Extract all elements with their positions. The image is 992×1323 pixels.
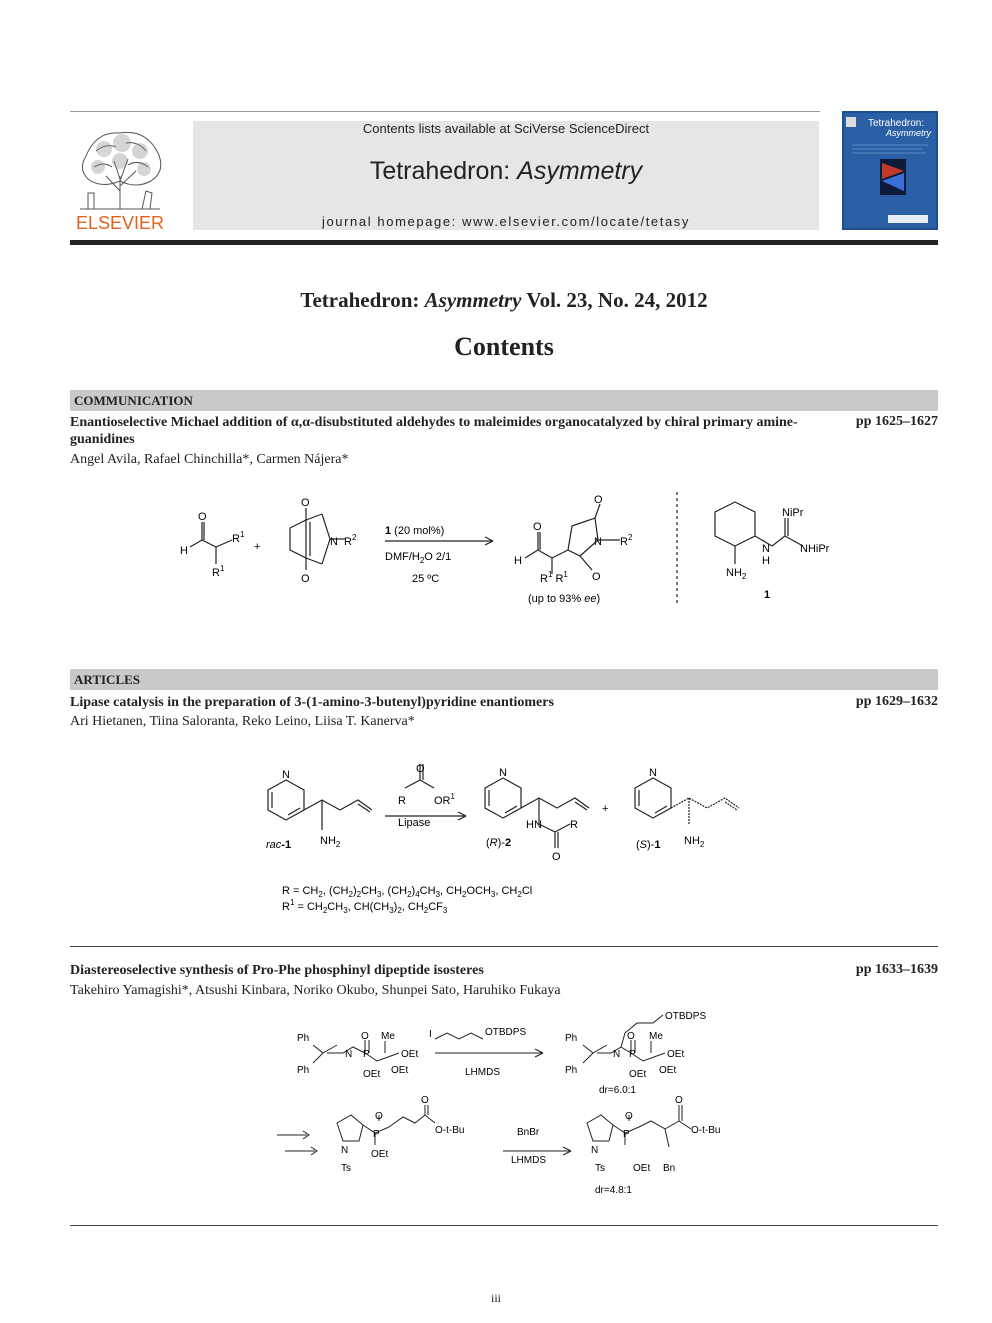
svg-text:OEt: OEt [371, 1149, 389, 1160]
svg-text:dr=6.0:1: dr=6.0:1 [599, 1085, 636, 1096]
article-authors: Takehiro Yamagishi*, Atsushi Kinbara, Noriko Okubo, Shunpei Sato, Haruhiko Fukaya [70, 983, 561, 998]
svg-text:DMF/H2O 2/1: DMF/$H_2O$ 2/1 [385, 551, 452, 565]
svg-text:N: N [341, 1145, 349, 1156]
svg-text:N: N [762, 543, 770, 555]
svg-text:R1 = CH2CH3, CH(CH3)2, CH2CF3: $R^1 = CH_2CH_3$, $CH(CH_3)_2$, $CH_2CF_3$ [282, 898, 448, 915]
graphical-abstract-scheme-2 [250, 760, 770, 918]
svg-text:R = CH2, (CH2)2CH3, (CH2)4CH3,: $R = CH_2$, $(CH_2)_2CH_3$, $(CH_2)_4CH_3$, $CH_2OCH_3$, $CH_2Cl$ [282, 885, 533, 899]
svg-text:OEt: OEt [391, 1065, 409, 1076]
svg-text:N: N [282, 769, 290, 781]
svg-text:1 (20 mol%): 1 (20 mol%) [385, 525, 445, 537]
svg-text:O: O [594, 494, 603, 506]
graphical-abstract-scheme-3 [275, 1005, 745, 1200]
article-authors: Ari Hietanen, Tiina Saloranta, Reko Leino, Liisa T. Kanerva* [70, 714, 415, 729]
svg-text:N: N [330, 536, 338, 548]
svg-text:R1 R1: $R^1$ $R^1$ [540, 570, 568, 585]
svg-text:Ts: Ts [595, 1163, 605, 1174]
svg-text:O: O [416, 763, 425, 775]
svg-text:I: I [429, 1029, 432, 1040]
svg-text:R2: $R^2$ [344, 533, 357, 548]
journal-name: Tetrahedron: Asymmetry [369, 157, 643, 185]
svg-text:P: P [623, 1129, 630, 1140]
reaction-scheme-3 [275, 1005, 745, 1200]
svg-text:R: R [570, 819, 578, 831]
svg-text:H: H [762, 555, 770, 567]
svg-text:Ph: Ph [297, 1065, 310, 1076]
top-rule [70, 111, 820, 112]
svg-text:N: N [345, 1049, 353, 1060]
publisher-wordmark: ELSEVIER [75, 213, 165, 233]
cover-title: Tetrahedron: [868, 118, 925, 129]
svg-text:N: N [594, 536, 602, 548]
article-pages: pp 1633–1639 [855, 962, 938, 977]
svg-text:1: 1 [764, 589, 771, 601]
issue-title: Tetrahedron: Asymmetry Vol. 23, No. 24, 2012 [300, 288, 708, 312]
svg-text:OEt: OEt [629, 1069, 647, 1080]
svg-text:O: O [552, 851, 561, 863]
svg-text:(S)-1: (S)-1 [636, 839, 661, 851]
svg-text:H: H [514, 555, 522, 567]
svg-text:O-t-Bu: O-t-Bu [691, 1125, 721, 1136]
svg-text:Me: Me [649, 1031, 663, 1042]
svg-text:O: O [675, 1095, 683, 1106]
svg-text:NiPr: NiPr [782, 507, 804, 519]
svg-text:Me: Me [381, 1031, 395, 1042]
svg-text:LHMDS: LHMDS [511, 1155, 547, 1166]
article-title[interactable]: Diastereoselective synthesis of Pro-Phe phosphinyl dipeptide isosteres [70, 963, 484, 978]
svg-text:Ts: Ts [341, 1163, 351, 1174]
svg-text:Ph: Ph [297, 1033, 310, 1044]
svg-text:OEt: OEt [667, 1049, 685, 1060]
svg-text:(R)-2: (R)-2 [486, 837, 512, 849]
svg-text:P: P [373, 1129, 380, 1140]
homepage-link[interactable]: www.elsevier.com/locate/tetasy [462, 214, 690, 229]
svg-text:R1: $R^1$ [212, 564, 225, 579]
svg-text:HN: HN [526, 819, 542, 831]
reaction-scheme-2 [250, 760, 770, 918]
svg-text:O: O [375, 1111, 383, 1122]
svg-text:+: + [602, 803, 609, 815]
elsevier-logo[interactable] [66, 121, 174, 233]
svg-text:OR1: $OR^1$ [434, 792, 455, 807]
svg-text:NH2: $NH_2$ [684, 835, 705, 849]
svg-text:N: N [499, 767, 507, 779]
article-separator [70, 1225, 938, 1226]
page-number: iii [490, 1291, 501, 1305]
svg-text:P: P [363, 1049, 370, 1060]
svg-text:NH2: $NH_2$ [726, 567, 747, 581]
graphical-abstract-scheme-1 [160, 490, 850, 608]
svg-text:O: O [301, 573, 310, 585]
svg-text:O: O [627, 1031, 635, 1042]
article-pages: pp 1629–1632 [855, 694, 938, 709]
svg-text:BnBr: BnBr [517, 1127, 540, 1138]
svg-text:OEt: OEt [633, 1163, 651, 1174]
svg-text:O: O [421, 1095, 429, 1106]
contents-lists-text[interactable]: Contents lists available at SciVerse ScienceDirect [362, 121, 650, 136]
svg-text:+: + [254, 541, 261, 553]
section-label: ARTICLES [74, 672, 141, 687]
svg-text:R: R [398, 795, 406, 807]
journal-homepage: journal homepage: www.elsevier.com/locate/tetasy [321, 214, 690, 229]
journal-cover-thumbnail[interactable] [842, 111, 938, 230]
svg-text:P: P [629, 1049, 636, 1060]
svg-text:R2: $R^2$ [620, 533, 633, 548]
elsevier-tree-icon [66, 121, 174, 233]
svg-text:O-t-Bu: O-t-Bu [435, 1125, 465, 1136]
reaction-scheme-1 [160, 490, 850, 608]
svg-text:25 ºC: 25 ºC [412, 573, 440, 585]
article-separator [70, 946, 938, 947]
svg-text:O: O [592, 571, 601, 583]
svg-text:O: O [198, 511, 207, 523]
svg-text:NHiPr: NHiPr [800, 543, 830, 555]
section-bar-communication [70, 390, 938, 411]
article-pages: pp 1625–1627 [855, 414, 938, 429]
journal-cover-image [842, 111, 938, 230]
article-title[interactable]: Lipase catalysis in the preparation of 3-(1-amino-3-butenyl)pyridine enantiomers [70, 695, 554, 710]
svg-text:N: N [649, 767, 657, 779]
cover-subtitle: Asymmetry [886, 128, 931, 138]
svg-text:dr=4.8:1: dr=4.8:1 [595, 1185, 632, 1196]
svg-text:OEt: OEt [363, 1069, 381, 1080]
header-rule [70, 240, 938, 245]
svg-text:O: O [301, 497, 310, 509]
contents-heading: Contents [454, 332, 554, 361]
contents-lists-line [193, 121, 819, 136]
svg-text:N: N [613, 1049, 621, 1060]
svg-text:Ph: Ph [565, 1065, 578, 1076]
svg-text:(up to 93% ee): (up to 93% ee) [528, 593, 601, 605]
svg-text:NH2: $NH_2$ [320, 835, 341, 849]
svg-text:Lipase: Lipase [398, 817, 431, 829]
svg-text:Ph: Ph [565, 1033, 578, 1044]
svg-text:OEt: OEt [401, 1049, 419, 1060]
svg-text:OTBDPS: OTBDPS [665, 1011, 707, 1022]
section-label: COMMUNICATION [74, 393, 193, 408]
article-title[interactable]: Enantioselective Michael addition of α,α-disubstituted aldehydes to maleimides organocatalyzed by chiral primary amine-guanidines [70, 415, 798, 447]
svg-text:LHMDS: LHMDS [465, 1067, 501, 1078]
svg-text:O: O [361, 1031, 369, 1042]
svg-text:OTBDPS: OTBDPS [485, 1027, 527, 1038]
svg-text:N: N [591, 1145, 599, 1156]
svg-text:O: O [625, 1111, 633, 1122]
svg-text:Bn: Bn [663, 1163, 676, 1174]
svg-text:OEt: OEt [659, 1065, 677, 1076]
article-authors: Angel Avila, Rafael Chinchilla*, Carmen Nájera* [70, 452, 349, 467]
svg-text:O: O [533, 521, 542, 533]
svg-text:rac-1: rac-1 [266, 839, 292, 851]
section-bar-articles [70, 669, 938, 690]
svg-text:H: H [180, 545, 188, 557]
svg-text:R1: $R^1$ [232, 530, 245, 545]
